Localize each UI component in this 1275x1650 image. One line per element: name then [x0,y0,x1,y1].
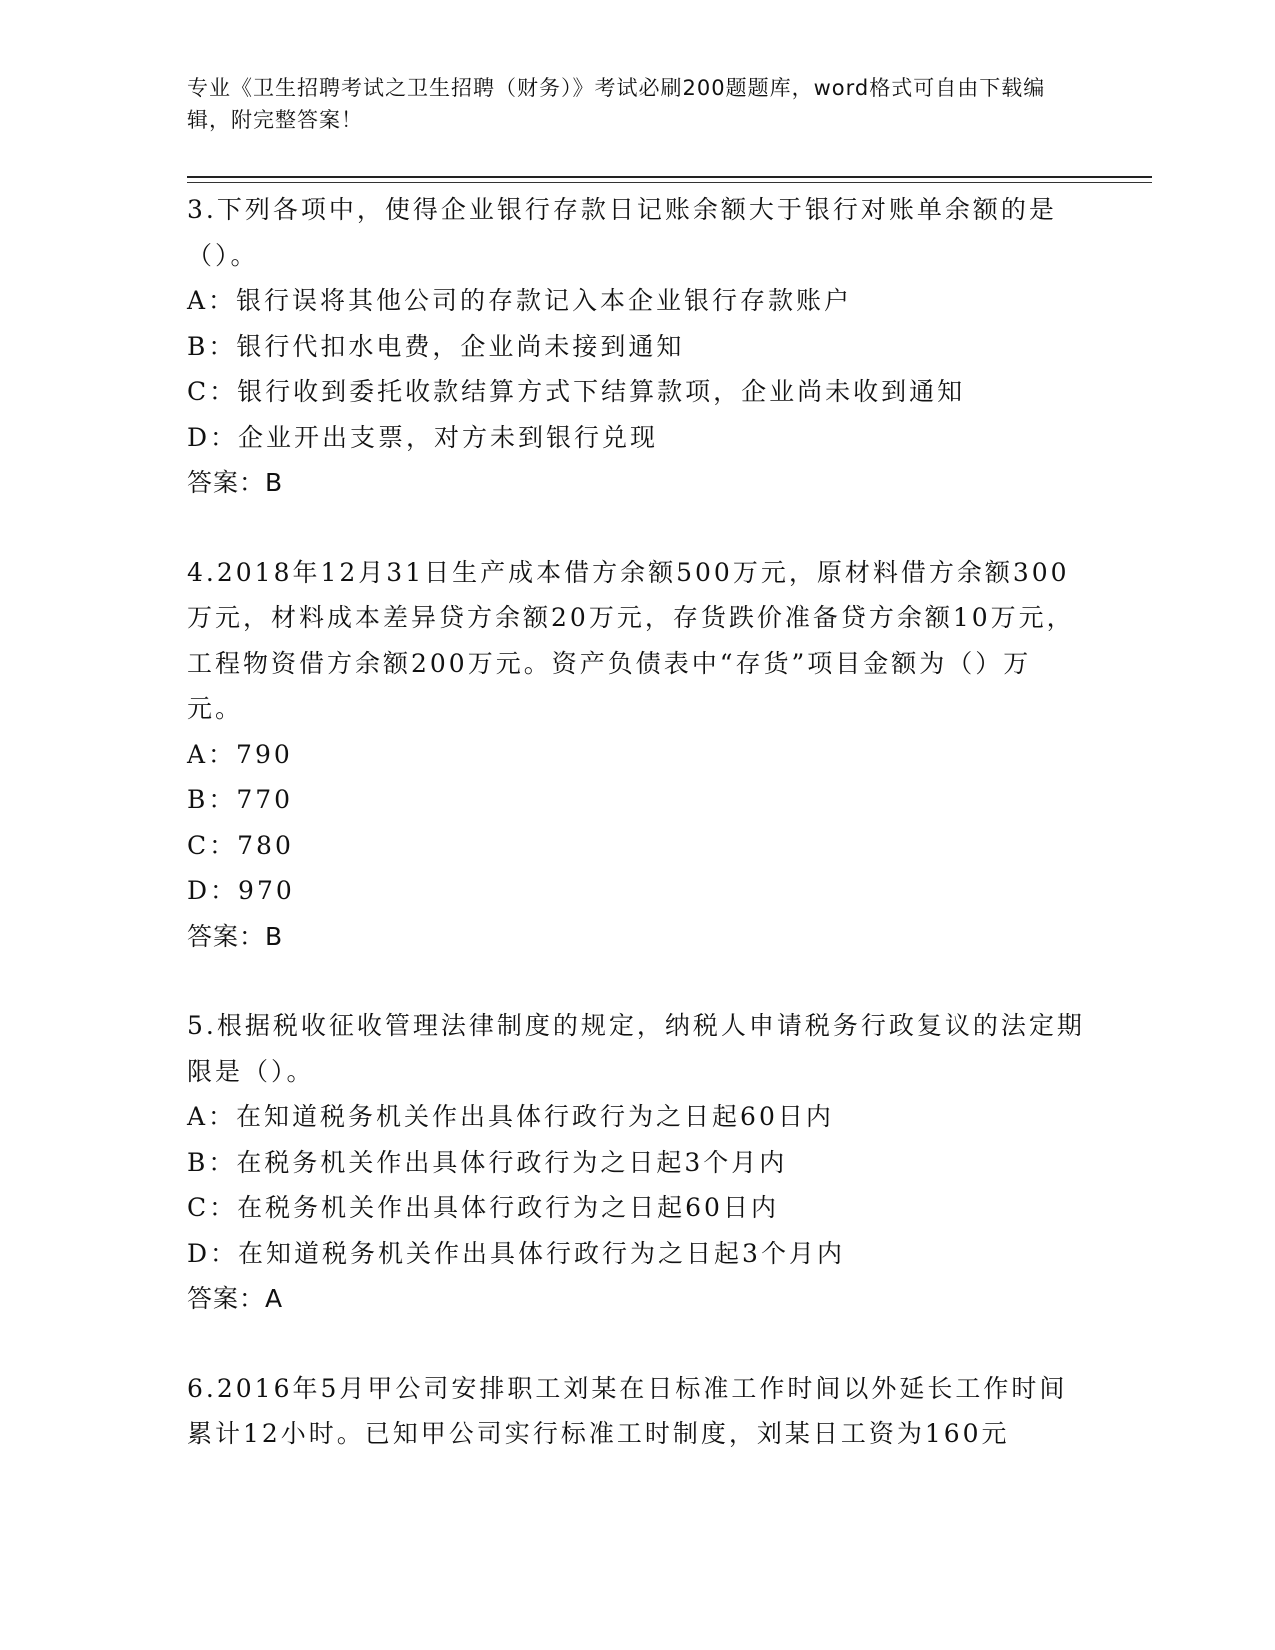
question-5 [187,1003,1087,1322]
question-stem: 5.根据税收征收管理法律制度的规定，纳税人申请税务行政复议的法定期限是（）。 [187,1011,1085,1086]
option-d: D：970 [187,876,295,905]
option-c: C：780 [187,830,294,860]
header-divider-thick [187,176,1152,178]
answer-label: 答案：B [187,921,284,951]
question-stem: 6.2016年5月甲公司安排职工刘某在日标准工作时间以外延长工作时间累计12小时。已知甲公司实行标准工时制度，刘某日工资为160元 [187,1373,1068,1448]
question-list [187,187,1087,1501]
question-4 [187,550,1087,960]
option-b: B：770 [187,785,294,814]
answer-label: 答案：A [187,1284,284,1313]
header-divider-thin [187,182,1152,183]
option-b: B：在税务机关作出具体行政行为之日起3个月内 [187,1147,788,1177]
option-a: A：银行误将其他公司的存款记入本企业银行存款账户 [187,286,853,315]
question-3 [187,187,1087,506]
option-c: C：在税务机关作出具体行政行为之日起60日内 [187,1193,779,1222]
option-b: B：银行代扣水电费，企业尚未接到通知 [187,331,685,361]
answer-label: 答案：B [187,468,284,497]
option-a: A：在知道税务机关作出具体行政行为之日起60日内 [187,1102,834,1131]
option-a: A：790 [187,739,293,769]
document-header-title: 专业《卫生招聘考试之卫生招聘（财务）》考试必刷200题题库，word格式可自由下载编辑，附完整答案！ [187,76,1046,132]
option-d: D：在知道税务机关作出具体行政行为之日起3个月内 [187,1238,845,1268]
option-c: C：银行收到委托收款结算方式下结算款项，企业尚未收到通知 [187,377,966,406]
question-stem: 4.2018年12月31日生产成本借方余额500万元，原材料借方余额300万元，材料成本差异贷方余额20万元，存货跌价准备贷方余额10万元，工程物资借方余额200万元。资产负债表中“存货”项目金额为（）万元。 [187,557,1075,723]
question-6 [187,1366,1087,1457]
question-stem: 3.下列各项中，使得企业银行存款日记账余额大于银行对账单余额的是（）。 [187,195,1057,270]
option-d: D：企业开出支票，对方未到银行兑现 [187,422,659,452]
